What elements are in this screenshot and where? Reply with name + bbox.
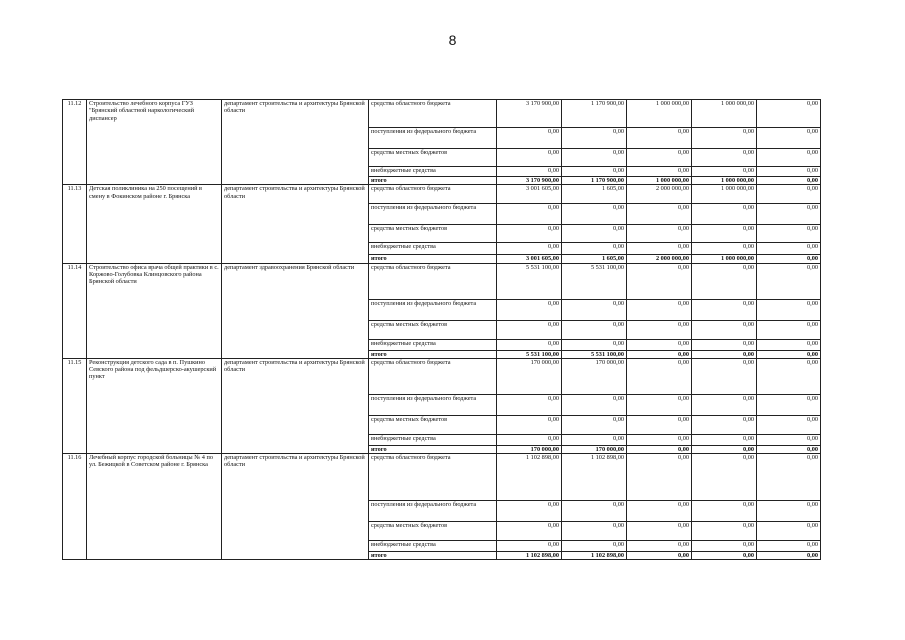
funding-source: итого [369, 445, 497, 453]
amount-cell: 0,00 [497, 204, 562, 225]
project-name: Строительство лечебного корпуса ГУЗ "Брянский областной наркологический диспансер [87, 100, 222, 185]
funding-source: внебюджетные средства [369, 167, 497, 177]
amount-cell: 0,00 [757, 552, 821, 560]
amount-cell: 0,00 [692, 167, 757, 177]
amount-cell: 0,00 [692, 454, 757, 501]
amount-cell: 0,00 [627, 128, 692, 149]
funding-source: средства местных бюджетов [369, 522, 497, 541]
funding-source: средства областного бюджета [369, 185, 497, 204]
funding-row [63, 263, 821, 299]
funding-source: средства областного бюджета [369, 100, 497, 128]
amount-cell: 1 102 898,00 [497, 454, 562, 501]
funding-source: средства областного бюджета [369, 263, 497, 299]
amount-cell: 170 000,00 [497, 358, 562, 394]
amount-cell: 0,00 [692, 299, 757, 320]
amount-cell: 0,00 [692, 149, 757, 167]
amount-cell: 0,00 [497, 522, 562, 541]
funding-source: итого [369, 177, 497, 185]
amount-cell: 1 170 900,00 [562, 177, 627, 185]
amount-cell: 3 170 900,00 [497, 100, 562, 128]
amount-cell: 0,00 [497, 541, 562, 552]
funding-source: поступления из федерального бюджета [369, 204, 497, 225]
amount-cell: 0,00 [562, 128, 627, 149]
amount-cell: 0,00 [757, 185, 821, 204]
amount-cell: 0,00 [627, 299, 692, 320]
amount-cell: 0,00 [692, 350, 757, 358]
amount-cell: 0,00 [757, 339, 821, 350]
amount-cell: 0,00 [692, 415, 757, 434]
funding-source: итого [369, 552, 497, 560]
amount-cell: 0,00 [692, 522, 757, 541]
amount-cell: 0,00 [627, 263, 692, 299]
amount-cell: 0,00 [562, 204, 627, 225]
amount-cell: 1 000 000,00 [627, 100, 692, 128]
project-index: 11.16 [63, 454, 87, 560]
amount-cell: 0,00 [562, 225, 627, 243]
amount-cell: 0,00 [757, 177, 821, 185]
amount-cell: 170 000,00 [562, 358, 627, 394]
amount-cell: 170 000,00 [562, 445, 627, 453]
amount-cell: 0,00 [757, 501, 821, 522]
amount-cell: 1 000 000,00 [692, 100, 757, 128]
amount-cell: 0,00 [562, 320, 627, 339]
amount-cell: 0,00 [627, 552, 692, 560]
amount-cell: 0,00 [757, 522, 821, 541]
amount-cell: 0,00 [692, 434, 757, 445]
project-name: Реконструкция детского сада в п. Пушкино Севского района под фельдшерско-акушерский пункт [87, 358, 222, 453]
amount-cell: 0,00 [627, 225, 692, 243]
amount-cell: 0,00 [692, 320, 757, 339]
amount-cell: 0,00 [562, 434, 627, 445]
amount-cell: 0,00 [627, 149, 692, 167]
amount-cell: 0,00 [757, 100, 821, 128]
amount-cell: 170 000,00 [497, 445, 562, 453]
funding-source: итого [369, 350, 497, 358]
amount-cell: 0,00 [627, 445, 692, 453]
amount-cell: 0,00 [562, 415, 627, 434]
amount-cell: 0,00 [497, 501, 562, 522]
budget-table [62, 99, 821, 560]
amount-cell: 0,00 [692, 128, 757, 149]
amount-cell: 0,00 [627, 522, 692, 541]
amount-cell: 0,00 [692, 204, 757, 225]
amount-cell: 0,00 [627, 358, 692, 394]
amount-cell: 0,00 [497, 394, 562, 415]
amount-cell: 1 170 900,00 [562, 100, 627, 128]
amount-cell: 1 102 898,00 [497, 552, 562, 560]
amount-cell: 0,00 [562, 522, 627, 541]
amount-cell: 1 102 898,00 [562, 454, 627, 501]
funding-source: средства местных бюджетов [369, 149, 497, 167]
responsible-department: департамент строительства и архитектуры Брянской области [222, 358, 369, 453]
amount-cell: 0,00 [757, 225, 821, 243]
amount-cell: 0,00 [627, 454, 692, 501]
amount-cell: 0,00 [497, 225, 562, 243]
amount-cell: 0,00 [757, 204, 821, 225]
amount-cell: 0,00 [757, 263, 821, 299]
amount-cell: 0,00 [627, 350, 692, 358]
amount-cell: 0,00 [497, 149, 562, 167]
amount-cell: 1 605,00 [562, 185, 627, 204]
amount-cell: 5 531 100,00 [497, 263, 562, 299]
amount-cell: 1 605,00 [562, 255, 627, 263]
amount-cell: 0,00 [562, 149, 627, 167]
amount-cell: 0,00 [692, 445, 757, 453]
amount-cell: 0,00 [562, 299, 627, 320]
funding-source: средства местных бюджетов [369, 320, 497, 339]
project-index: 11.12 [63, 100, 87, 185]
amount-cell: 0,00 [757, 394, 821, 415]
amount-cell: 0,00 [627, 204, 692, 225]
amount-cell: 3 170 900,00 [497, 177, 562, 185]
amount-cell: 0,00 [757, 128, 821, 149]
amount-cell: 0,00 [627, 415, 692, 434]
funding-source: внебюджетные средства [369, 243, 497, 255]
funding-source: поступления из федерального бюджета [369, 394, 497, 415]
funding-source: средства местных бюджетов [369, 415, 497, 434]
amount-cell: 0,00 [757, 415, 821, 434]
funding-source: поступления из федерального бюджета [369, 501, 497, 522]
amount-cell: 0,00 [562, 501, 627, 522]
funding-source: средства областного бюджета [369, 358, 497, 394]
amount-cell: 0,00 [627, 320, 692, 339]
amount-cell: 0,00 [497, 415, 562, 434]
amount-cell: 5 531 100,00 [562, 350, 627, 358]
amount-cell: 0,00 [692, 225, 757, 243]
amount-cell: 0,00 [627, 541, 692, 552]
funding-source: внебюджетные средства [369, 541, 497, 552]
amount-cell: 0,00 [692, 339, 757, 350]
amount-cell: 2 000 000,00 [627, 255, 692, 263]
amount-cell: 1 000 000,00 [692, 255, 757, 263]
amount-cell: 3 001 605,00 [497, 185, 562, 204]
project-name: Строительство офиса врача общей практики в с. Коржово-Голубовка Клинцовского района Брянской области [87, 263, 222, 358]
amount-cell: 0,00 [692, 552, 757, 560]
funding-source: средства областного бюджета [369, 454, 497, 501]
responsible-department: департамент здравоохранения Брянской области [222, 263, 369, 358]
responsible-department: департамент строительства и архитектуры Брянской области [222, 100, 369, 185]
amount-cell: 0,00 [562, 339, 627, 350]
amount-cell: 1 000 000,00 [692, 177, 757, 185]
amount-cell: 0,00 [757, 243, 821, 255]
amount-cell: 0,00 [757, 167, 821, 177]
amount-cell: 0,00 [627, 501, 692, 522]
amount-cell: 0,00 [692, 541, 757, 552]
amount-cell: 3 001 605,00 [497, 255, 562, 263]
amount-cell: 0,00 [757, 350, 821, 358]
amount-cell: 0,00 [562, 541, 627, 552]
amount-cell: 1 102 898,00 [562, 552, 627, 560]
amount-cell: 5 531 100,00 [562, 263, 627, 299]
amount-cell: 0,00 [757, 255, 821, 263]
amount-cell: 0,00 [562, 167, 627, 177]
amount-cell: 1 000 000,00 [692, 185, 757, 204]
amount-cell: 0,00 [497, 243, 562, 255]
amount-cell: 0,00 [497, 128, 562, 149]
funding-source: внебюджетные средства [369, 434, 497, 445]
project-index: 11.15 [63, 358, 87, 453]
amount-cell: 0,00 [692, 358, 757, 394]
funding-source: итого [369, 255, 497, 263]
amount-cell: 0,00 [497, 299, 562, 320]
funding-row [63, 100, 821, 128]
amount-cell: 0,00 [757, 149, 821, 167]
funding-source: внебюджетные средства [369, 339, 497, 350]
amount-cell: 1 000 000,00 [627, 177, 692, 185]
funding-source: средства местных бюджетов [369, 225, 497, 243]
amount-cell: 0,00 [497, 167, 562, 177]
amount-cell: 0,00 [562, 394, 627, 415]
amount-cell: 0,00 [692, 501, 757, 522]
amount-cell: 0,00 [692, 263, 757, 299]
amount-cell: 0,00 [562, 243, 627, 255]
responsible-department: департамент строительства и архитектуры Брянской области [222, 185, 369, 263]
page-number: 8 [448, 32, 457, 48]
amount-cell: 2 000 000,00 [627, 185, 692, 204]
funding-source: поступления из федерального бюджета [369, 299, 497, 320]
amount-cell: 5 531 100,00 [497, 350, 562, 358]
project-index: 11.13 [63, 185, 87, 263]
amount-cell: 0,00 [627, 167, 692, 177]
amount-cell: 0,00 [757, 445, 821, 453]
amount-cell: 0,00 [627, 394, 692, 415]
funding-source: поступления из федерального бюджета [369, 128, 497, 149]
project-index: 11.14 [63, 263, 87, 358]
amount-cell: 0,00 [692, 243, 757, 255]
amount-cell: 0,00 [497, 434, 562, 445]
amount-cell: 0,00 [627, 243, 692, 255]
amount-cell: 0,00 [497, 320, 562, 339]
amount-cell: 0,00 [497, 339, 562, 350]
amount-cell: 0,00 [627, 339, 692, 350]
amount-cell: 0,00 [757, 454, 821, 501]
responsible-department: департамент строительства и архитектуры Брянской области [222, 454, 369, 560]
amount-cell: 0,00 [757, 541, 821, 552]
funding-row [63, 454, 821, 501]
amount-cell: 0,00 [757, 358, 821, 394]
amount-cell: 0,00 [757, 434, 821, 445]
funding-row [63, 185, 821, 204]
amount-cell: 0,00 [757, 320, 821, 339]
project-name: Лечебный корпус городской больницы № 4 по ул. Бежицкой в Советском районе г. Брянска [87, 454, 222, 560]
amount-cell: 0,00 [692, 394, 757, 415]
funding-row [63, 358, 821, 394]
amount-cell: 0,00 [757, 299, 821, 320]
project-name: Детская поликлиника на 250 посещений в смену в Фокинском районе г. Брянска [87, 185, 222, 263]
amount-cell: 0,00 [627, 434, 692, 445]
